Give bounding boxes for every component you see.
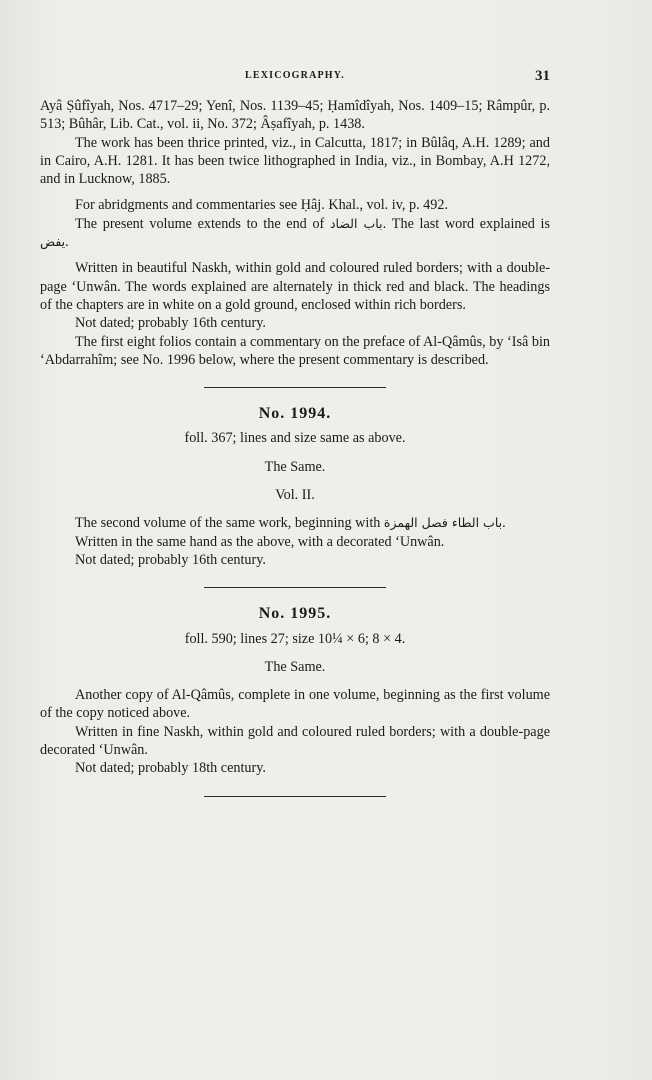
printings-paragraph: The work has been thrice printed, viz., in Calcutta, 1817; in Bûlâq, A.H. 1289; and in Cairo, A.H. 1281. It has been twice lithographed in India, viz., in Bombay, A.H 1272, and in Lucknow, 1885. [40, 134, 550, 188]
entry-1995-description: Another copy of Al-Qâmûs, complete in one volume, beginning as the first volume of the copy noticed above. [40, 687, 550, 722]
entry-heading-1994: No. 1994. [258, 405, 332, 423]
section-divider [204, 387, 386, 388]
entry-1994-volume: Vol. II. [275, 487, 315, 504]
preface-commentary-paragraph: The first eight folios contain a commentary on the preface of Al-Qâmûs, by ‘Isâ bin ‘Abdarrahîm; see No. 1996 below, where the present commentary is described. [40, 333, 550, 368]
references-paragraph: Ayâ Ṣûfîyah, Nos. 4717–29; Yenî, Nos. 1139–45; Ḥamîdîyah, Nos. 1409–15; Râmpûr, p. 513; Bûhâr, Lib. Cat., vol. ii, No. 372; Âṣafîyah, p. 1438. [40, 98, 550, 133]
entry-1994-beginning-end: . [502, 515, 506, 532]
entry-1994-title: The Same. [264, 458, 326, 475]
entry-1994-beginning-text: The second volume of the same work, beginning with [75, 515, 381, 532]
date-paragraph: Not dated; probably 16th century. [75, 315, 266, 332]
running-head [40, 68, 550, 88]
section-divider [204, 587, 386, 588]
arabic-last-word: يفض [40, 234, 66, 250]
entry-1994-beginning [40, 514, 550, 532]
extent-text-end: . [65, 234, 69, 251]
page-body [40, 97, 550, 814]
abridgments-paragraph: For abridgments and commentaries see Ḥâj. Khal., vol. iv, p. 492. [75, 197, 448, 214]
section-divider [204, 796, 386, 797]
arabic-chapter-title: باب الضاد [329, 215, 383, 231]
entry-1995-collation: foll. 590; lines 27; size 10¼ × 6; 8 × 4. [184, 630, 406, 647]
extent-paragraph [40, 215, 550, 252]
page-number: 31 [535, 68, 550, 84]
arabic-incipit: باب الطاء فصل الهمزة [383, 515, 503, 531]
entry-1995-title: The Same. [264, 658, 326, 675]
running-title: LEXICOGRAPHY. [245, 70, 345, 81]
extent-text-middle: . The last word explained is [382, 215, 551, 232]
entry-1995-date: Not dated; probably 18th century. [75, 760, 266, 777]
entry-1994-collation: foll. 367; lines and size same as above. [184, 430, 406, 447]
description-paragraph: Written in beautiful Naskh, within gold and coloured ruled borders; with a double-page ‘Unwân. The words explained are alternately in thick red and black. The headings of the chapters are in white on a gold ground, enclosed within rich borders. [40, 260, 550, 313]
entry-1995-script: Written in fine Naskh, within gold and coloured ruled borders; with a double-page decorated ‘Unwân. [40, 723, 550, 759]
entry-heading-1995: No. 1995. [258, 605, 332, 623]
extent-text-start: The present volume extends to the end of [75, 215, 325, 232]
entry-1994-hand: Written in the same hand as the above, with a decorated ‘Unwân. [75, 533, 445, 550]
entry-1994-date: Not dated; probably 16th century. [75, 551, 266, 568]
